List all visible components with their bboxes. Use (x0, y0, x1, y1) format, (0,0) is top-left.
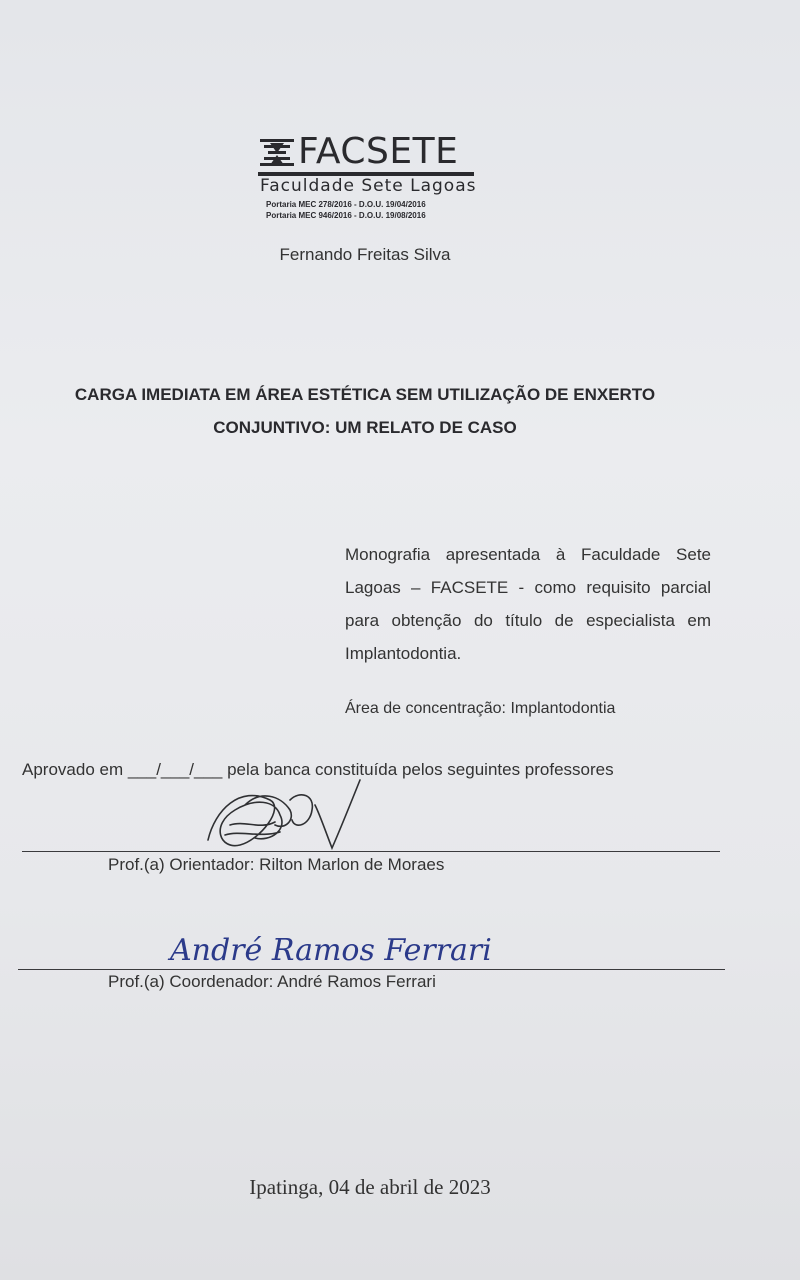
place-and-date: Ipatinga, 04 de abril de 2023 (249, 1175, 491, 1199)
monograph-description: Monografia apresentada à Faculdade Sete Lagoas – FACSETE - como requisito parcial para obtenção do título de especialista em Implantodontia. (345, 545, 711, 663)
title-line-2: CONJUNTIVO: UM RELATO DE CASO (213, 418, 517, 437)
coordinator-name: Prof.(a) Coordenador: André Ramos Ferrari (108, 972, 436, 991)
coordinator-signature-text: André Ramos Ferrari (170, 933, 492, 968)
document-title (30, 378, 700, 444)
logo-portaria-2: Portaria MEC 946/2016 - D.O.U. 19/08/2016 (266, 211, 426, 220)
author-name: Fernando Freitas Silva (279, 245, 451, 264)
concentration-area: Área de concentração: Implantodontia (345, 700, 616, 717)
coordinator-signature-line (18, 969, 725, 970)
advisor-name: Prof.(a) Orientador: Rilton Marlon de Moraes (108, 855, 445, 874)
facsete-emblem-icon (260, 139, 294, 169)
title-line-1: CARGA IMEDIATA EM ÁREA ESTÉTICA SEM UTILIZAÇÃO DE ENXERTO (74, 385, 656, 404)
logo-wordmark: FACSETE (298, 131, 459, 172)
advisor-signature-line (22, 851, 720, 852)
facsete-logo (258, 132, 478, 228)
advisor-signature (200, 770, 370, 855)
coordinator-signature (160, 920, 570, 975)
logo-subtitle: Faculdade Sete Lagoas (260, 176, 477, 196)
logo-portaria-1: Portaria MEC 278/2016 - D.O.U. 19/04/2016 (266, 200, 426, 209)
approval-statement: Aprovado em ___/___/___ pela banca constituída pelos seguintes professores (22, 760, 614, 779)
